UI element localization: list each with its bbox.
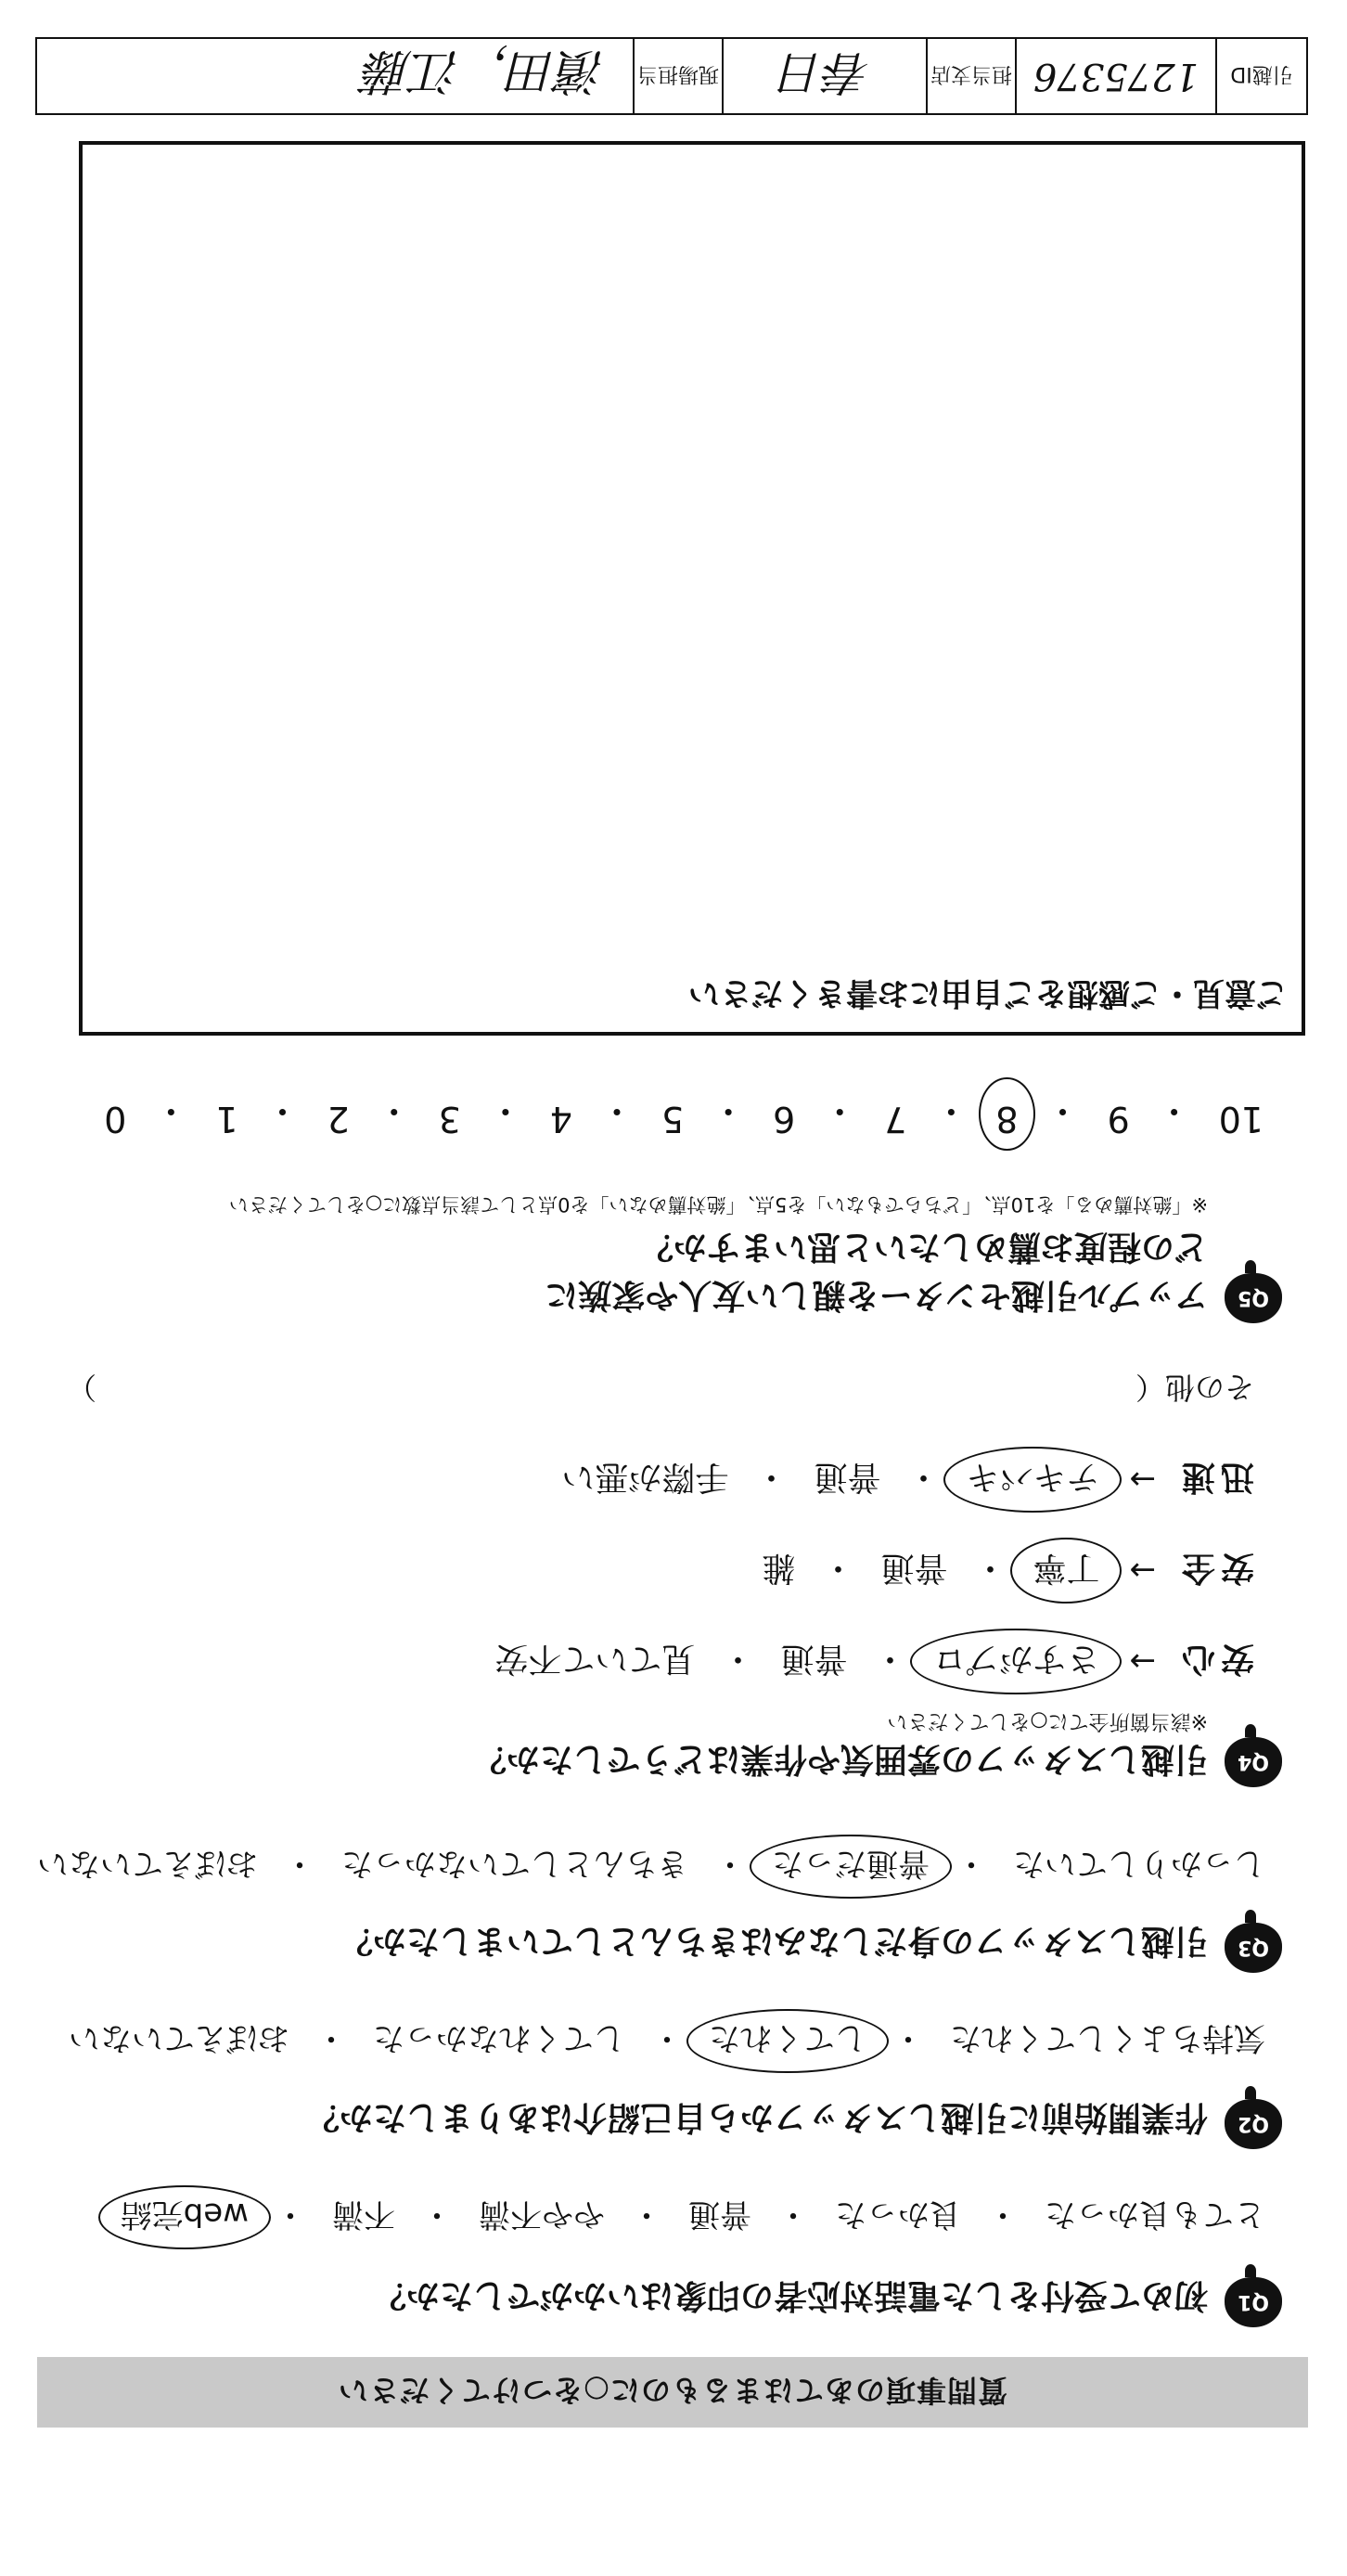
q4-badge: Q4: [1225, 1737, 1282, 1787]
q5-badge-group: [1225, 1260, 1282, 1323]
staff-value: 濱田，江藤: [38, 39, 635, 113]
q4-text: 引越しスタッフの雰囲気や作業はどうでしたか？: [472, 1740, 1208, 1778]
q4-other-close: ）: [67, 1370, 97, 1405]
score-option[interactable]: 4: [549, 1099, 572, 1140]
q2-options: 気持ちよくしてくれた ・ してくれた ・ してくれなかった ・ おぼえていない: [59, 2018, 1275, 2064]
q4-row-anshin: 安心 → さすがプロ ・ 普通 ・ 見ていて不安: [485, 1638, 1254, 1685]
q4-option[interactable]: 普通: [780, 1640, 848, 1678]
q4-option[interactable]: 普通: [814, 1458, 881, 1496]
instruction-banner: [37, 2357, 1308, 2428]
q4-other-label: その他（: [1135, 1370, 1254, 1405]
move-id-value: 1275376: [1017, 39, 1217, 113]
score-option[interactable]: 2: [327, 1099, 350, 1140]
q3-option[interactable]: しっかりしていた: [1013, 1845, 1265, 1882]
branch-value: 春日: [724, 39, 928, 113]
arrow-right-icon: →: [1129, 1552, 1156, 1590]
arrow-right-icon: →: [1129, 1642, 1156, 1681]
q4-option[interactable]: 雑: [762, 1549, 796, 1587]
q1-badge-group: [1225, 2264, 1282, 2327]
q2-option[interactable]: 気持ちよくしてくれた: [950, 2019, 1265, 2056]
q5-text-line1: アップル引越センターを親しい友人や家族に: [545, 1276, 1208, 1314]
q2-option-selected[interactable]: してくれた: [699, 2018, 876, 2064]
q1-option[interactable]: 不満: [332, 2196, 395, 2233]
q4-option-selected[interactable]: 丁寧: [1023, 1547, 1109, 1594]
scale-separator: ・: [264, 1090, 301, 1131]
score-option[interactable]: 1: [215, 1099, 238, 1140]
score-option[interactable]: 9: [1107, 1099, 1130, 1140]
scale-separator: ・: [822, 1090, 858, 1131]
scale-separator: ・: [598, 1090, 635, 1131]
q4-row-label: 迅速: [1175, 1458, 1254, 1496]
q4-other-row: [67, 1368, 1254, 1410]
q2-option[interactable]: してくれなかった: [373, 2019, 625, 2056]
footer-table: [35, 37, 1308, 115]
q4-badge-tail: [1245, 1724, 1256, 1737]
staff-label: 現場担当: [635, 39, 724, 113]
q1-badge: Q1: [1225, 2277, 1282, 2327]
q4-row-label: 安心: [1175, 1640, 1254, 1678]
score-option[interactable]: 6: [773, 1099, 796, 1140]
score-option[interactable]: 0: [104, 1099, 127, 1140]
q3-option[interactable]: きちんとしていなかった: [341, 1845, 688, 1882]
q5-badge-tail: [1245, 1260, 1256, 1273]
scale-separator: ・: [933, 1090, 969, 1131]
q4-option[interactable]: 手際が悪い: [561, 1458, 729, 1496]
q5-note: ※「絶対薦める」を10点、「どちらでもない」を5点、「絶対薦めない」を0点として該当点数に○をしてください: [228, 1193, 1208, 1216]
q3-badge: Q3: [1225, 1923, 1282, 1973]
score-option[interactable]: 3: [438, 1099, 461, 1140]
scale-separator: ・: [1045, 1090, 1081, 1131]
q3-badge-tail: [1245, 1910, 1256, 1923]
scale-separator: ・: [153, 1090, 189, 1131]
q1-option[interactable]: 普通: [688, 2196, 751, 2233]
q3-badge-group: [1225, 1910, 1282, 1973]
q3-options: しっかりしていた ・ 普通だった ・ きちんとしていなかった ・ おぼえていない: [28, 1844, 1275, 1889]
q1-option-selected[interactable]: web完結: [111, 2195, 258, 2240]
q2-option[interactable]: おぼえていない: [69, 2019, 289, 2056]
comment-box[interactable]: [79, 141, 1305, 1036]
move-id-label: 引越ID: [1230, 62, 1293, 86]
q4-badge-group: [1225, 1724, 1282, 1787]
q5-text-line2: どの程度お薦めしたいと思いますか？: [639, 1228, 1208, 1266]
q4-row-label: 安全: [1175, 1549, 1254, 1587]
q1-options: とても良かった ・ 良かった ・ 普通 ・ やや不満 ・ 不満 ・ web完結: [111, 2195, 1275, 2240]
score-option[interactable]: 5: [661, 1099, 685, 1140]
comment-title: ご意見・ご感想をご自由にお書きください: [688, 974, 1288, 1011]
score-option[interactable]: 7: [884, 1099, 907, 1140]
q2-badge-group: [1225, 2086, 1282, 2149]
q1-text: 初めて受付をした電話対応者の印象はいかがでしたか？: [372, 2276, 1208, 2314]
q1-option[interactable]: とても良かった: [1045, 2196, 1265, 2233]
q4-row-jinsoku: 迅速 → テキパキ ・ 普通 ・ 手際が悪い: [552, 1456, 1254, 1503]
scale-separator: ・: [1156, 1090, 1192, 1131]
score-option[interactable]: 10: [1218, 1099, 1264, 1140]
q1-option[interactable]: 良かった: [835, 2196, 961, 2233]
q5-score-scale: [104, 1088, 1264, 1140]
q2-badge-tail: [1245, 2086, 1256, 2099]
scale-separator: ・: [711, 1090, 747, 1131]
q4-option[interactable]: 普通: [880, 1549, 948, 1587]
arrow-right-icon: →: [1129, 1461, 1156, 1499]
q4-note: ※該当箇所全てに○をしてください: [887, 1709, 1208, 1732]
q3-text: 引越しスタッフの身だしなみはきちんとしていましたか？: [339, 1922, 1208, 1960]
banner-text: 質問事項のあてはまるものに○をつけてください: [338, 2373, 1007, 2408]
q4-option-selected[interactable]: さすがプロ: [923, 1638, 1109, 1685]
q5-badge: Q5: [1225, 1273, 1282, 1323]
q4-option-selected[interactable]: テキパキ: [956, 1456, 1109, 1503]
q1-option[interactable]: やや不満: [479, 2196, 605, 2233]
scale-separator: ・: [487, 1090, 523, 1131]
q3-option-selected[interactable]: 普通だった: [763, 1844, 939, 1889]
q1-badge-tail: [1245, 2264, 1256, 2277]
q4-option[interactable]: 見ていて不安: [494, 1640, 696, 1678]
branch-label: 担当支店: [928, 39, 1017, 113]
q2-text: 作業開始前に引越しスタッフから自己紹介はありましたか？: [305, 2098, 1208, 2136]
scale-separator: ・: [376, 1090, 412, 1131]
q4-row-anzen: 安全 → 丁寧 ・ 普通 ・ 雑: [752, 1547, 1254, 1594]
q3-option[interactable]: おぼえていない: [37, 1845, 258, 1882]
score-option-selected[interactable]: 8: [995, 1088, 1018, 1140]
q2-badge: Q2: [1225, 2099, 1282, 2149]
